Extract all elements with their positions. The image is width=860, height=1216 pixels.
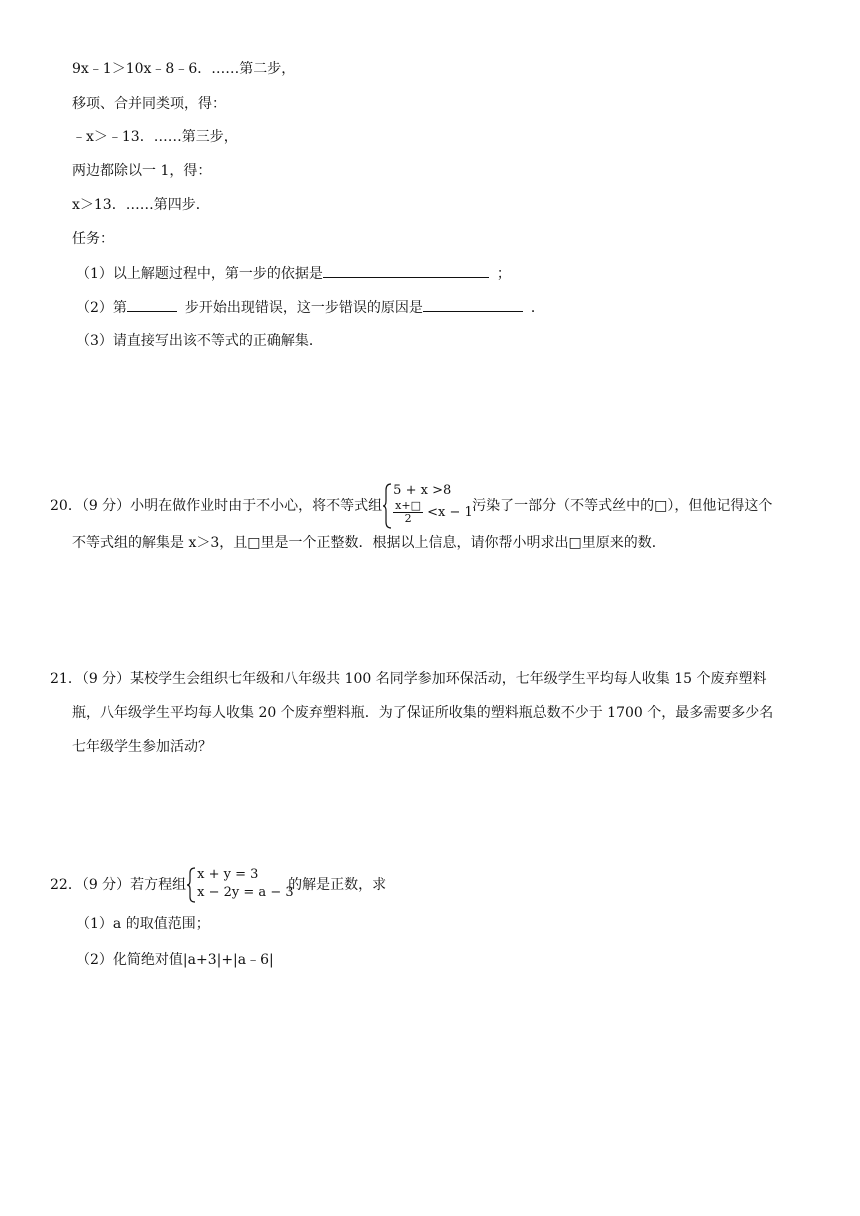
q22-line1 [50, 866, 386, 904]
q21-line1: 21．（9 分）某校学生会组织七年级和八年级共 100 名同学参加环保活动，七年级学生平均每人收集 15 个废弃塑料 [50, 671, 767, 687]
task-2 [76, 297, 545, 318]
task-2-step-blank [127, 297, 177, 312]
task-2-middle: 步开始出现错误，这一步错误的原因是 [184, 300, 423, 316]
q20-trail: 污染了一部分（不等式丝中的□），但他记得这个 [472, 498, 773, 514]
q22-system-row-1: x + y = 3 [197, 867, 259, 882]
q22-equation-system [186, 866, 294, 904]
q21-line3: 七年级学生参加活动？ [72, 739, 212, 755]
step4-line: x＞13．……第四步． [72, 197, 210, 213]
move-terms-line: 移项、合并同类项，得： [72, 96, 226, 112]
task-2-prefix: （2）第 [76, 300, 127, 316]
step3-line: ﹣x＞﹣13．……第三步， [72, 129, 238, 145]
q21-line2: 瓶，八年级学生平均每人收集 20 个废弃塑料瓶．为了保证所收集的塑料瓶总数不少于 1700 个，最多需要多少名 [72, 705, 774, 721]
divide-line: 两边都除以一 1，得： [72, 163, 212, 179]
task-3: （3）请直接写出该不等式的正确解集． [76, 333, 323, 349]
q22-lead: 22．（9 分）若方程组 [50, 877, 187, 893]
q22-sub-2: （2）化简绝对值|a+3|+|a﹣6| [76, 952, 274, 968]
task-1 [76, 263, 511, 284]
left-brace-icon [186, 866, 196, 904]
task-1-answer-blank [323, 263, 489, 278]
q20-lead: 20．（9 分）小明在做作业时由于不小心，将不等式组 [50, 498, 383, 514]
task-2-suffix: ． [530, 300, 545, 316]
task-2-reason-blank [423, 297, 523, 312]
task-label: 任务： [72, 231, 114, 247]
task-1-suffix: ； [496, 266, 511, 282]
q22-trail: 的解是正数，求 [288, 877, 387, 893]
task-1-prefix: （1）以上解题过程中，第一步的依据是 [76, 266, 323, 282]
step2-line: 9x﹣1＞10x﹣8﹣6．……第二步， [72, 61, 296, 77]
q20-line2: 不等式组的解集是 x＞3，且□里是一个正整数．根据以上信息，请你帮小明求出□里原来的数． [72, 535, 666, 551]
q20-inequality-system [382, 482, 472, 530]
q20-row2-rest: <x − 1 [427, 505, 473, 520]
q20-fraction-denominator: 2 [404, 512, 412, 525]
q20-fraction-numerator: x+□ [395, 499, 421, 512]
q22-system-row-2: x − 2y = a − 3 [197, 885, 294, 900]
q20-fraction [393, 500, 423, 525]
left-brace-icon [382, 482, 392, 530]
q20-line1 [50, 482, 772, 530]
q20-system-row-1: 5 + x >8 [393, 483, 452, 498]
q20-system-row-2 [393, 500, 473, 525]
q22-sub-1: （1）a 的取值范围； [76, 916, 210, 932]
